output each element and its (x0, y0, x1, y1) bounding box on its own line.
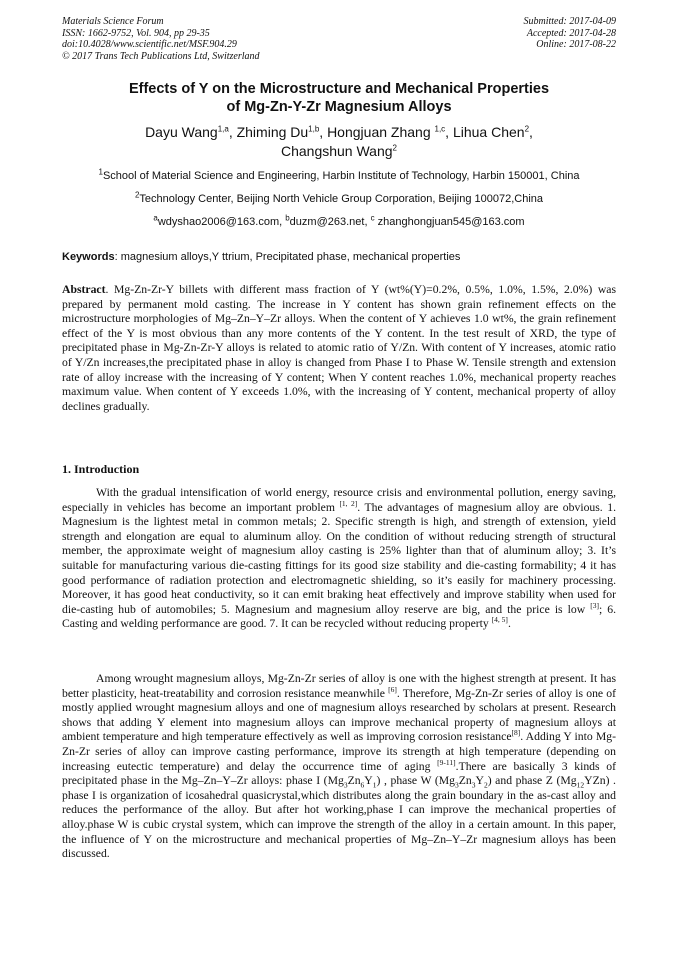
author-list (40, 123, 638, 161)
subscript: 12 (576, 780, 585, 790)
paragraph-text: ) and phase Z (Mg (487, 774, 577, 788)
author-name: Dayu Wang (145, 124, 218, 140)
affiliation-mark: 2 (134, 190, 140, 200)
intro-paragraph-1 (62, 486, 616, 632)
author-name: , Lihua Chen (445, 124, 525, 140)
email-mark: c (370, 213, 375, 223)
author-affiliation-mark: 1,c (434, 124, 446, 134)
author-name: Changshun Wang (280, 143, 393, 159)
paragraph-text: ; 6. Casting and welding performance are good. 7. It can be recycled without reducing property (62, 602, 616, 631)
journal-issn: ISSN: 1662-9752, Vol. 904, pp 29-35 (62, 27, 210, 39)
authors-line-1 (40, 123, 638, 142)
author-affiliation-mark: 1,b (308, 124, 320, 134)
section-heading: 1. Introduction (62, 462, 140, 476)
abstract-text: . Mg-Zn-Zr-Y billets with different mass fraction of Y (wt%(Y)=0.2%, 0.5%, 1.0%, 1.5%, 2.0%) was prepared by permanent mold casting. The increase in Y content has shown grain refinement effects on the microstructure morphologies of Mg–Zn–Y–Zr alloys. When the content of Y achieves 1.0 wt%, the grain refinement effect of the Y is most obvious than any more contents of the Y content. In the test result of XRD, the type of precipitated phase in Mg-Zn-Zr-Y alloys is related to atomic ratio of Y/Zn. With content of Y increases, atomic ratio of Y/Zn increases,the precipitated phase in alloy is changed from Phase I to Phase W. Tensile strength and extension rate of alloy increase with the increasing of Y content; When Y content reaches 1.0%, mechanical property reaches maximum value. When content of Y exceeds 1.0%, with the increasing of Y content, mechanical property of alloy declines gradually. (62, 283, 616, 413)
paragraph-text: Among wrought magnesium alloys, Mg-Zn-Zr series of alloy is one with the highest strength at present. It has better plasticity, heat-treatability and corrosion resistance meanwhile (62, 672, 616, 700)
paragraph-text: .There are basically 3 kinds of precipitated phase in the Mg–Zn–Y–Zr alloys: phase I (Mg (62, 759, 616, 788)
paragraph-text: With the gradual intensification of world energy, resource crisis and environmental pollution, energy saving, especially in vehicles has become an important problem (62, 486, 616, 514)
author-affiliation-mark: 2 (392, 143, 397, 153)
publication-dates (524, 16, 617, 51)
paragraph-text: YZn) . phase I is organization of icosahedral quasicrystal,which distributes along the grain boundary in the as-cast alloy and reduces the performance of the alloy. But after hot working,phase I can improve the mechanical properties of alloy.phase W is cubic crystal system, which can improve the strength of the alloy in a certain amount. In this paper, the influence of Y on the microstructure and mechanical properties of Mg–Zn–Y–Zr magnesium alloys has been discussed. (62, 774, 616, 861)
abstract-label: Abstract (62, 283, 106, 296)
paragraph-text: Y (475, 774, 484, 788)
submitted-date: Submitted: 2017-04-09 (523, 16, 616, 27)
subscript: 1 (372, 780, 377, 790)
author-emails (30, 215, 648, 229)
online-date: Online: 2017-08-22 (536, 39, 616, 50)
journal-info (62, 16, 260, 62)
author-name: , Hongjuan Zhang (319, 124, 435, 140)
paper-title (40, 80, 638, 116)
journal-name: Materials Science Forum (62, 16, 164, 27)
accepted-date: Accepted: 2017-04-28 (526, 27, 616, 39)
keywords (62, 250, 618, 264)
citation[interactable]: [9-11] (437, 757, 456, 767)
affiliation-1 (30, 169, 648, 183)
citation[interactable]: [8] (511, 728, 521, 738)
author-affiliation-mark: 1,a (217, 124, 229, 134)
title-line-2: of Mg-Zn-Y-Zr Magnesium Alloys (226, 99, 452, 115)
email-mark: a (153, 213, 158, 223)
paragraph-text: . Adding Y into Mg-Zn-Zr series of alloy can improve casting performance, improve its strength at high temperature (depending on increasing eutectic temperature) and delay the occurrence time of aging (62, 730, 616, 773)
affiliation-text: Technology Center, Beijing North Vehicle Group Corporation, Beijing 100072,China (139, 193, 544, 205)
abstract (62, 283, 616, 414)
email-link[interactable]: wdyshao2006@163.com, (157, 216, 286, 228)
paragraph-text: . The advantages of magnesium alloy are obvious. 1. Magnesium is the lightest metal in common metals; 2. Specific strength is high, and strength of extension, yield strength and elongation are equal to aluminum alloy. On the condition of without reducing strength of structural member, the approximate weight of magnesium alloy casting is 25% lighter than that of aluminum alloy; 3. It’s suitable for manufacturing various die-casting fittings for its good size stability and die-casting formability; 4 it has good performance of radiation protection and electromagnetic shielding, so it’s easily for machinery processing. Moreover, it has good heat conductivity, so it can emit braking heat effectively and improve stability when used for die-casting hub of automobiles; 5. Magnesium and magnesium alloy reserve are big, and the price is low (62, 500, 616, 616)
email-mark: b (285, 213, 290, 223)
keywords-label: Keywords (62, 251, 115, 263)
affiliation-mark: 1 (98, 167, 103, 177)
citation[interactable]: [4, 5] (491, 615, 508, 625)
paragraph-text: Y (364, 774, 373, 788)
citation[interactable]: [1, 2] (339, 498, 358, 508)
paragraph-text: Zn (347, 774, 361, 788)
subscript: 3 (343, 780, 348, 790)
affiliation-text: School of Material Science and Engineering, Harbin Institute of Technology, Harbin 150001, China (102, 170, 580, 182)
subscript: 6 (360, 780, 365, 790)
title-line-1: Effects of Y on the Microstructure and Mechanical Properties (128, 81, 550, 97)
subscript: 3 (455, 780, 459, 790)
affiliation-2 (30, 192, 648, 206)
paragraph-text: ) , phase W (Mg (376, 774, 455, 788)
subscript: 2 (483, 780, 488, 790)
author-affiliation-mark: 2 (524, 124, 530, 134)
subscript: 3 (471, 780, 476, 790)
author-separator: , (529, 124, 533, 140)
journal-doi: doi:10.4028/www.scientific.net/MSF.904.29 (62, 39, 237, 50)
email-link[interactable]: zhanghongjuan545@163.com (374, 216, 525, 228)
citation[interactable]: [6] (388, 684, 397, 694)
citation[interactable]: [3] (590, 600, 599, 610)
author-name: , Zhiming Du (228, 124, 309, 140)
authors-line-2 (40, 142, 638, 161)
journal-copyright: © 2017 Trans Tech Publications Ltd, Switzerland (62, 50, 260, 62)
keywords-text: : magnesium alloys,Y ttrium, Precipitated phase, mechanical properties (114, 251, 461, 263)
paragraph-text: . Therefore, Mg-Zn-Zr series of alloy is one of mostly applied wrought magnesium alloys and one of magnesium alloys researched by scholars at present. Research shows that adding Y element into magnesium alloys can improve mechanical property of magnesium alloys at ambient temperature and high temperature effectively as well as improving corrosion resistance (62, 686, 617, 744)
email-link[interactable]: duzm@263.net, (289, 216, 371, 228)
intro-paragraph-2 (62, 672, 616, 862)
paragraph-text: Zn (458, 774, 472, 788)
paragraph-text: . (507, 617, 511, 631)
